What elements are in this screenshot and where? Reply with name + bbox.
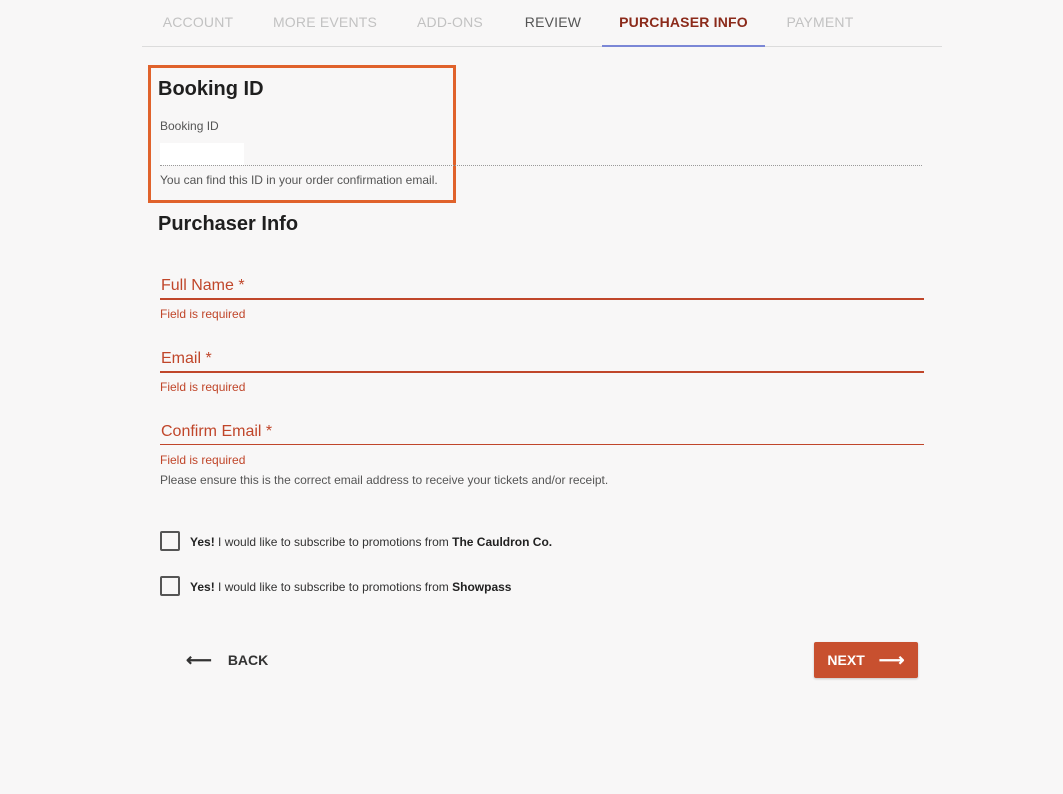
tab-review[interactable]: REVIEW xyxy=(524,14,582,30)
subscribe-text: I would like to subscribe to promotions from xyxy=(214,580,453,594)
booking-id-title: Booking ID xyxy=(158,78,264,100)
booking-id-input[interactable] xyxy=(160,143,244,165)
back-button[interactable] xyxy=(180,645,270,675)
email-label: Email * xyxy=(161,350,212,367)
email-note: Please ensure this is the correct email address to receive your tickets and/or receipt. xyxy=(160,473,609,487)
full-name-underline xyxy=(160,298,924,300)
subscribe-showpass-checkbox[interactable] xyxy=(160,576,180,596)
yes-prefix: Yes! xyxy=(190,580,215,594)
step-tabs xyxy=(142,0,942,47)
booking-id-underline xyxy=(160,165,922,166)
tab-account[interactable]: ACCOUNT xyxy=(162,14,234,30)
subscribe-cauldron-label[interactable] xyxy=(190,535,552,549)
subscribe-cauldron-checkbox[interactable] xyxy=(160,531,180,551)
org-name: The Cauldron Co. xyxy=(452,535,553,549)
email-underline xyxy=(160,371,924,373)
next-label: NEXT xyxy=(827,652,865,668)
confirm-email-label: Confirm Email * xyxy=(161,423,273,440)
yes-prefix: Yes! xyxy=(190,535,215,549)
tab-more-events[interactable]: MORE EVENTS xyxy=(272,14,378,30)
full-name-label: Full Name * xyxy=(161,277,245,294)
email-error: Field is required xyxy=(160,380,246,394)
confirm-email-underline xyxy=(160,444,924,445)
booking-id-field-label: Booking ID xyxy=(160,119,219,133)
tab-payment[interactable]: PAYMENT xyxy=(786,14,854,30)
subscribe-showpass-label[interactable] xyxy=(190,580,511,594)
booking-id-hint: You can find this ID in your order confirmation email. xyxy=(160,173,438,187)
tab-purchaser-info[interactable]: PURCHASER INFO xyxy=(602,0,765,46)
tab-add-ons[interactable]: ADD-ONS xyxy=(417,14,483,30)
arrow-left-icon: ⟵ xyxy=(186,649,212,670)
next-button[interactable] xyxy=(814,642,918,678)
back-label: BACK xyxy=(227,652,269,668)
purchaser-info-title: Purchaser Info xyxy=(158,213,299,235)
full-name-error: Field is required xyxy=(160,307,246,321)
arrow-right-icon: ⟶ xyxy=(878,649,905,670)
subscribe-text: I would like to subscribe to promotions from xyxy=(214,535,453,549)
org-name: Showpass xyxy=(452,580,512,594)
confirm-email-error: Field is required xyxy=(160,453,246,467)
